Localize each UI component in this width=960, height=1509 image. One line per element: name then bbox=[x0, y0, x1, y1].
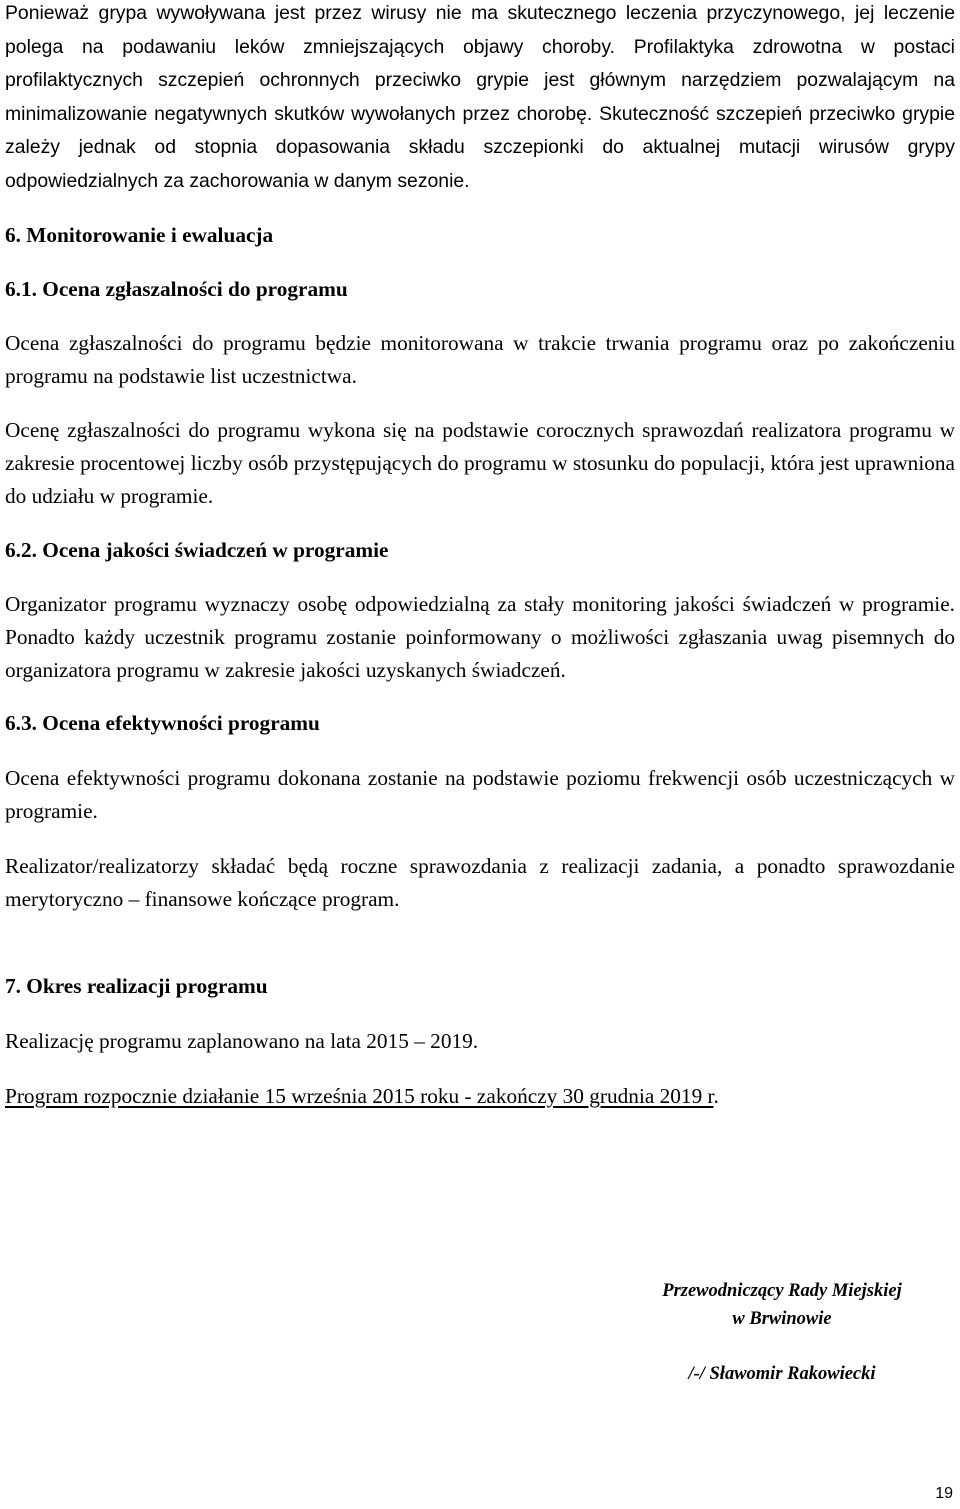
signature-name: /-/ Sławomir Rakowiecki bbox=[688, 1364, 876, 1384]
section-6-3-paragraph-2: Realizator/realizatorzy składać będą roczne sprawozdania z realizacji zadania, a ponadto sprawozdanie merytoryczno – finansowe kończące program. bbox=[5, 854, 955, 911]
page-number: 19 bbox=[935, 1485, 953, 1502]
signature-title-line-1: Przewodniczący Rady Miejskiej bbox=[662, 1281, 902, 1301]
section-6-3-heading: 6.3. Ocena efektywności programu bbox=[5, 711, 320, 735]
section-6-2-paragraph-1: Organizator programu wyznaczy osobę odpowiedzialną za stały monitoring jakości świadczeń w programie. Ponadto każdy uczestnik programu zostanie poinformowany o możliwości zgłaszania uwag pisemnych do organizatora programu w zakresie jakości uzyskanych świadczeń. bbox=[5, 592, 955, 682]
document-page bbox=[5, 0, 955, 1113]
section-6-2-heading: 6.2. Ocena jakości świadczeń w programie bbox=[5, 538, 389, 562]
program-dates-period: . bbox=[713, 1084, 719, 1108]
intro-paragraph: Ponieważ grypa wywoływana jest przez wirusy nie ma skutecznego leczenia przyczynowego, jej leczenie polega na podawaniu leków zmniejszających objawy choroby. Profilaktyka zdrowotna w postaci profilaktycznych szczepień ochronnych przeciwko grypie jest głównym narzędziem pozwalającym na minimalizowanie negatywnych skutków wywołanych przez chorobę. Skuteczność szczepień przeciwko grypie zależy jednak od stopnia dopasowania składu szczepionki do aktualnej mutacji wirusów grypy odpowiedzialnych za zachorowania w danym sezonie. bbox=[5, 2, 955, 192]
section-6-heading: 6. Monitorowanie i ewaluacja bbox=[5, 223, 274, 247]
program-dates-text: Program rozpocznie działanie 15 września 2015 roku - zakończy 30 grudnia 2019 r bbox=[5, 1084, 714, 1108]
section-7-paragraph-1: Realizację programu zaplanowano na lata 2015 – 2019. bbox=[5, 1029, 479, 1053]
section-7-paragraph-2 bbox=[5, 1080, 955, 1113]
section-7-heading: 7. Okres realizacji programu bbox=[5, 974, 268, 998]
signature-title-line-2: w Brwinowie bbox=[732, 1309, 832, 1329]
section-6-1-heading: 6.1. Ocena zgłaszalności do programu bbox=[5, 277, 348, 301]
section-6-1-paragraph-1: Ocena zgłaszalności do programu będzie monitorowana w trakcie trwania programu oraz po zakończeniu programu na podstawie list uczestnictwa. bbox=[5, 331, 955, 388]
section-6-1-paragraph-2: Ocenę zgłaszalności do programu wykona się na podstawie corocznych sprawozdań realizatora programu w zakresie procentowej liczby osób przystępujących do programu w stosunku do populacji, która jest uprawniona do udziału w programie. bbox=[5, 418, 955, 508]
section-6-3-paragraph-1: Ocena efektywności programu dokonana zostanie na podstawie poziomu frekwencji osób uczestniczących w programie. bbox=[5, 766, 955, 823]
